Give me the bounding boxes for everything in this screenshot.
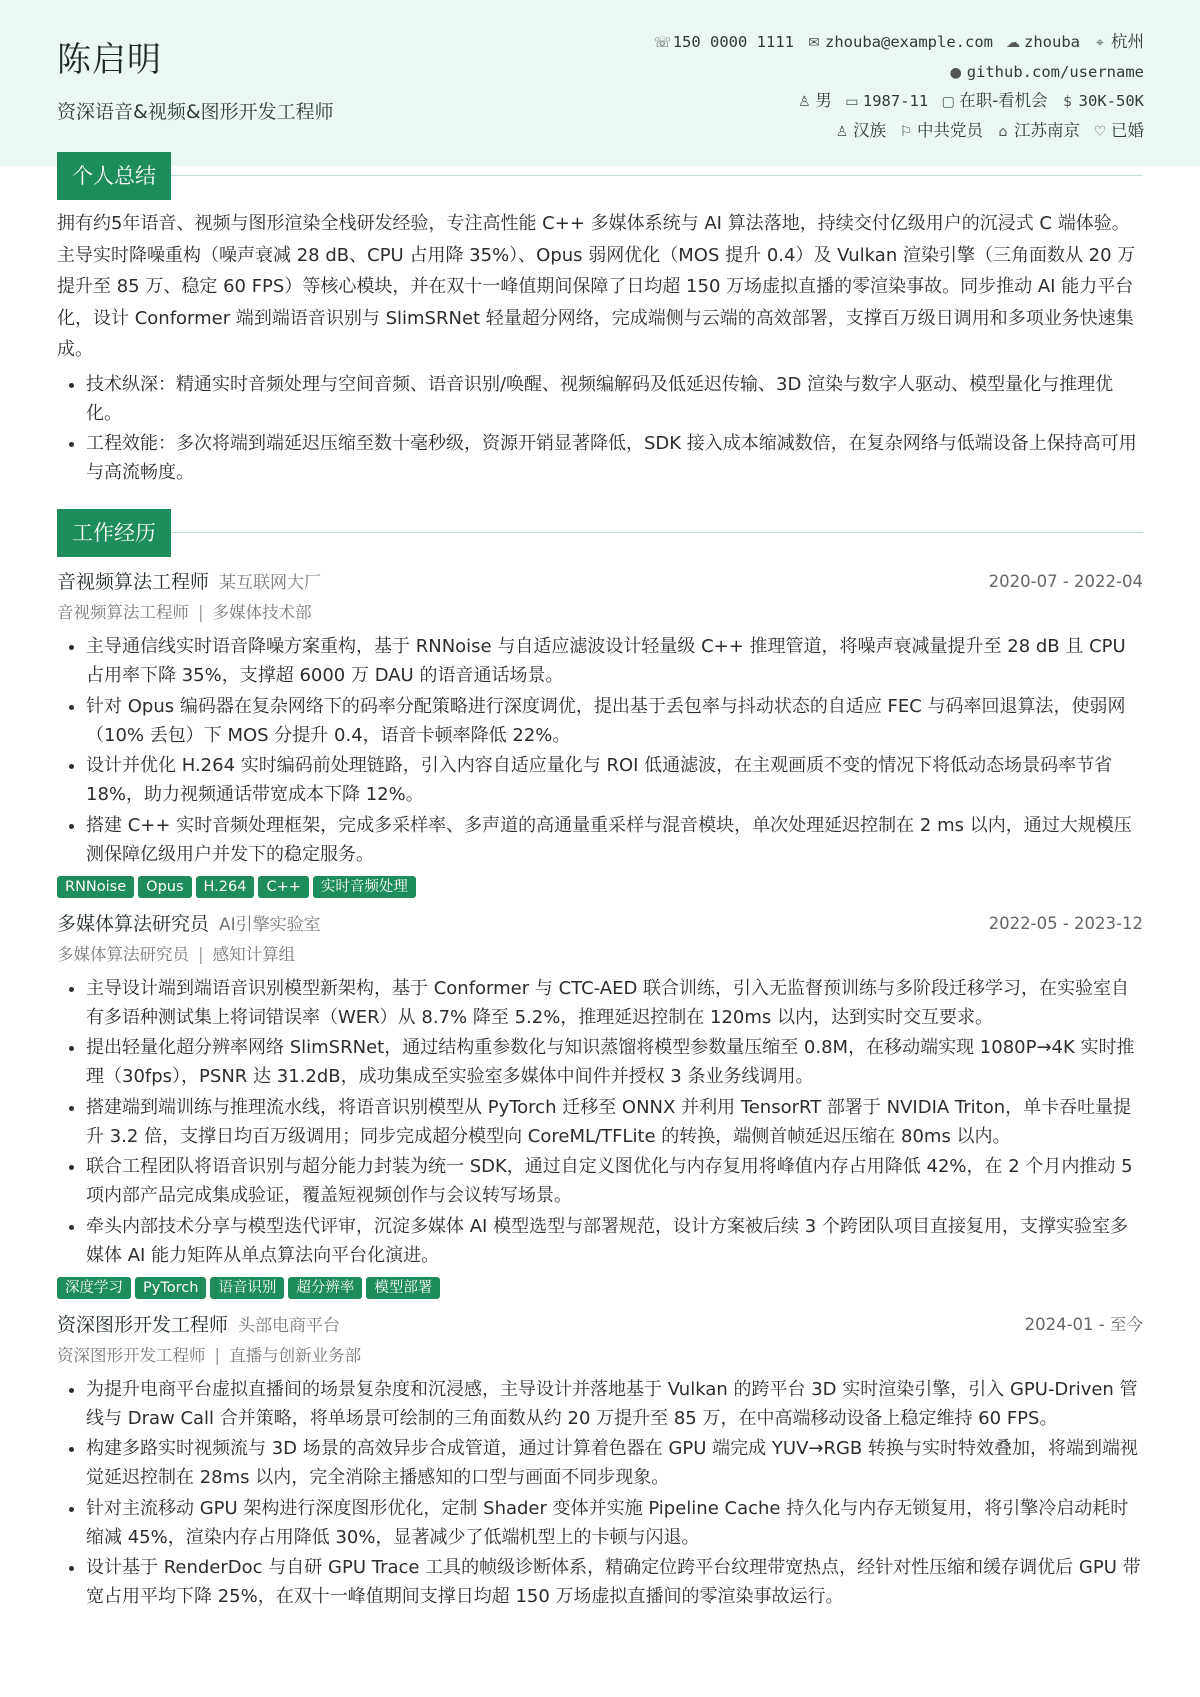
job-header <box>57 567 1143 597</box>
contact-text: 杭州 <box>1111 32 1144 51</box>
contact-item <box>1005 28 1080 58</box>
job-company: 某互联网大厂 <box>219 573 322 593</box>
contact-item <box>654 28 794 58</box>
contact-text: 1987-11 <box>862 92 929 110</box>
list-item: • 主导通信线实时语音降噪方案重构，基于 RNNoise 与自适应滤波设计轻量级 C++ 推理管道，将噪声衰减量提升至 28 dB 且 CPU 占用率下降 35%，支撑超 6000 万 DAU 的语音通话场景。 <box>86 632 1143 690</box>
phone-icon: ☏ <box>653 35 672 51</box>
job-header <box>57 909 1143 939</box>
contact-text: 男 <box>815 91 832 110</box>
location-icon: ⌖ <box>1096 35 1104 51</box>
job-entry <box>57 567 1143 899</box>
list-item: • 搭建 C++ 实时音频处理框架，完成多采样率、多声道的高通量重采样与混音模块，单次处理延迟控制在 2 ms 以内，通过大规模压测保障亿级用户并发下的稳定服务。 <box>86 811 1143 869</box>
contact-text: github.com/username <box>966 62 1144 81</box>
job-company: 头部电商平台 <box>238 1315 341 1336</box>
job-entry <box>57 909 1143 1300</box>
job-position: 多媒体算法研究员 <box>57 944 189 964</box>
list-item: • 为提升电商平台虚拟直播间的场景复杂度和沉浸感，主导设计并落地基于 Vulkan 的跨平台 3D 实时渲染引擎，引入 GPU-Driven 管线与 Draw Call 合并策略，将单场景可绘制的三角面数从约 20 万提升至 85 万，在中高端移动设备上稳定维持 60 FPS。 <box>86 1375 1143 1433</box>
skill-tag: C++ <box>258 876 308 898</box>
contact-text: 江苏南京 <box>1014 120 1080 140</box>
skill-tag: H.264 <box>196 876 255 898</box>
contact-text: 中共党员 <box>917 120 983 140</box>
summary-heading: 个人总结 <box>57 152 171 200</box>
contact-info <box>654 28 1144 146</box>
flag-icon: ⚐ <box>899 123 913 140</box>
skill-tag: 语音识别 <box>210 1277 284 1299</box>
job-entry <box>57 1310 1143 1612</box>
job-date: 2024-01 - 至今 <box>1024 1314 1143 1334</box>
skill-tags <box>57 1276 1143 1300</box>
list-item: • 牵头内部技术分享与模型迭代评审，沉淀多媒体 AI 模型选型与部署规范，设计方案被后续 3 个跨团队项目直接复用，支撑实验室多媒体 AI 能力矩阵从单点算法向平台化演进。 <box>86 1212 1143 1270</box>
profile-header <box>0 0 1200 166</box>
job-department: 感知计算组 <box>212 944 296 964</box>
section-divider <box>57 175 1143 176</box>
mail-icon: ✉ <box>808 35 820 51</box>
summary-section <box>0 208 1200 487</box>
job-role: 资深图形开发工程师 <box>57 1313 229 1336</box>
list-item: • 工程效能：多次将端到端延迟压缩至数十毫秒级，资源开销显著降低，SDK 接入成本缩减数倍，在复杂网络与低端设备上保持高可用与高流畅度。 <box>86 429 1143 487</box>
list-item: • 搭建端到端训练与推理流水线，将语音识别模型从 PyTorch 迁移至 ONNX 并利用 TensorRT 部署于 NVIDIA Triton，单卡吞吐量提升 3.2 倍，支撑日均百万级调用；同步完成超分模型向 CoreML/TFLite 的转换，端侧首帧延迟压缩在 80ms 以内。 <box>86 1093 1143 1151</box>
list-item: • 针对 Opus 编码器在复杂网络下的码率分配策略进行深度调优，提出基于丢包率与抖动状态的自适应 FEC 与码率回退算法，使弱网（10% 丢包）下 MOS 分提升 0.4，语音卡顿率降低 22%。 <box>86 692 1143 750</box>
contact-row-4 <box>654 117 1144 147</box>
contact-text: 150 0000 1111 <box>672 33 795 51</box>
separator: | <box>198 603 204 622</box>
job-date: 2020-07 - 2022-04 <box>988 572 1143 591</box>
candidate-title: 资深语音&视频&图形开发工程师 <box>57 101 334 123</box>
job-subtitle <box>57 940 1143 970</box>
summary-paragraph: 拥有约5年语音、视频与图形渲染全栈研发经验，专注高性能 C++ 多媒体系统与 AI 算法落地，持续交付亿级用户的沉浸式 C 端体验。主导实时降噪重构（噪声衰减 28 dB、CPU 占用降 35%）、Opus 弱网优化（MOS 提升 0.4）及 Vulkan 渲染引擎（三角面数从 20 万提升至 85 万、稳定 60 FPS）等核心模块，并在双十一峰值期间保障了日均超 150 万场虚拟直播的零渲染事故。同步推动 AI 能力平台化，设计 Conformer 端到端语音识别与 SlimSRNet 轻量超分网络，完成端侧与云端的高效部署，支撑百万级日调用和多项业务快速集成。 <box>57 213 1136 360</box>
contact-item <box>948 58 1144 88</box>
list-item: • 联合工程团队将语音识别与超分能力封装为统一 SDK，通过自定义图优化与内存复用将峰值内存占用降低 42%，在 2 个月内推动 5 项内部产品完成集成验证，覆盖短视频创作与会议转写场景。 <box>86 1152 1143 1210</box>
job-department: 多媒体技术部 <box>212 603 312 622</box>
contact-item <box>1060 87 1144 117</box>
salary-icon: $ <box>1063 94 1073 110</box>
job-position: 资深图形开发工程师 <box>57 1345 206 1365</box>
contact-text: 在职-看机会 <box>959 91 1048 110</box>
skill-tag: 实时音频处理 <box>313 876 416 898</box>
contact-item <box>796 87 832 117</box>
home-icon: ⌂ <box>998 123 1008 140</box>
contact-text: 已婚 <box>1111 120 1144 140</box>
section-divider <box>57 532 1143 533</box>
list-item: • 主导设计端到端语音识别模型新架构，基于 Conformer 与 CTC-AED 联合训练，引入无监督预训练与多阶段迁移学习，在实验室自有多语种测试集上将词错误率（WER）从 8.7% 降至 5.2%，推理延迟控制在 120ms 以内，达到实时交互要求。 <box>86 974 1143 1032</box>
list-item: • 构建多路实时视频流与 3D 场景的高效异步合成管道，通过计算着色器在 GPU 端完成 YUV→RGB 转换与实时特效叠加，将端到端视觉延迟控制在 28ms 以内，完全消除主播感知的口型与画面不同步现象。 <box>86 1434 1143 1492</box>
job-role: 音视频算法工程师 <box>57 571 210 593</box>
job-subtitle <box>57 1341 1143 1371</box>
list-item: • 针对主流移动 GPU 架构进行深度图形优化，定制 Shader 变体并实施 Pipeline Cache 持久化与内存无锁复用，将引擎冷启动耗时缩减 45%，渲染内存占用降低 30%，显著减少了低端机型上的卡顿与闪退。 <box>86 1494 1143 1552</box>
experience-section <box>0 567 1200 1611</box>
list-item: • 技术纵深：精通实时音频处理与空间音频、语音识别/唤醒、视频编解码及低延迟传输、3D 渲染与数字人驱动、模型量化与推理优化。 <box>86 370 1143 428</box>
heart-icon: ♡ <box>1093 123 1107 140</box>
briefcase-icon: ▢ <box>941 94 955 110</box>
skill-tag: 超分辨率 <box>288 1277 362 1299</box>
job-bullets <box>57 632 1143 869</box>
contact-item <box>1092 28 1144 58</box>
skill-tag: 模型部署 <box>366 1277 440 1299</box>
job-subtitle <box>57 598 1143 628</box>
skill-tag: RNNoise <box>57 876 134 898</box>
candidate-name: 陈启明 <box>57 40 162 80</box>
separator: | <box>214 1345 221 1365</box>
ethnicity-icon: ♙ <box>835 123 849 140</box>
contact-item <box>834 117 886 147</box>
wechat-icon: ☁ <box>1006 35 1020 51</box>
job-date: 2022-05 - 2023-12 <box>988 913 1143 933</box>
experience-heading: 工作经历 <box>57 509 171 557</box>
skill-tag: Opus <box>138 876 191 898</box>
contact-text: zhouba@example.com <box>825 33 993 51</box>
separator: | <box>198 944 204 964</box>
skill-tags <box>57 875 1143 899</box>
list-item: • 设计并优化 H.264 实时编码前处理链路，引入内容自适应量化与 ROI 低通滤波，在主观画质不变的情况下将低动态场景码率节省 18%，助力视频通话带宽成本下降 12%。 <box>86 751 1143 809</box>
job-position: 音视频算法工程师 <box>57 603 189 622</box>
summary-bullets <box>57 370 1143 488</box>
contact-item <box>1092 117 1144 147</box>
skill-tag: 深度学习 <box>57 1277 131 1299</box>
list-item: • 提出轻量化超分辨率网络 SlimSRNet，通过结构重参数化与知识蒸馏将模型参数量压缩至 0.8M，在移动端实现 1080P→4K 实时推理（30fps），PSNR 达 31.2dB，成功集成至实验室多媒体中间件并授权 3 条业务线调用。 <box>86 1033 1143 1091</box>
summary-section-header <box>57 152 1143 200</box>
skill-tag: PyTorch <box>135 1277 206 1299</box>
experience-section-header <box>57 509 1143 557</box>
contact-item <box>806 28 993 58</box>
contact-text: zhouba <box>1024 33 1080 51</box>
contact-item <box>940 87 1047 117</box>
job-role: 多媒体算法研究员 <box>57 912 210 935</box>
job-header <box>57 1310 1143 1340</box>
github-icon: ● <box>949 64 962 81</box>
contact-item <box>898 117 983 147</box>
contact-row-3 <box>654 87 1144 117</box>
job-bullets <box>57 1375 1143 1612</box>
contact-text: 30K-50K <box>1078 92 1144 110</box>
contact-text: 汉族 <box>853 120 886 140</box>
gender-icon: ♙ <box>798 94 811 110</box>
job-department: 直播与创新业务部 <box>229 1345 362 1365</box>
calendar-icon: ▭ <box>845 94 859 110</box>
contact-item <box>995 117 1080 147</box>
job-bullets <box>57 974 1143 1270</box>
contact-row-1 <box>654 28 1144 58</box>
list-item: • 设计基于 RenderDoc 与自研 GPU Trace 工具的帧级诊断体系，精确定位跨平台纹理带宽热点，经针对性压缩和缓存调优后 GPU 带宽占用平均下降 25%，在双十一峰值期间支撑日均超 150 万场虚拟直播间的零渲染事故运行。 <box>86 1553 1143 1611</box>
contact-item <box>844 87 928 117</box>
job-company: AI引擎实验室 <box>219 914 321 935</box>
contact-row-2 <box>654 58 1144 88</box>
